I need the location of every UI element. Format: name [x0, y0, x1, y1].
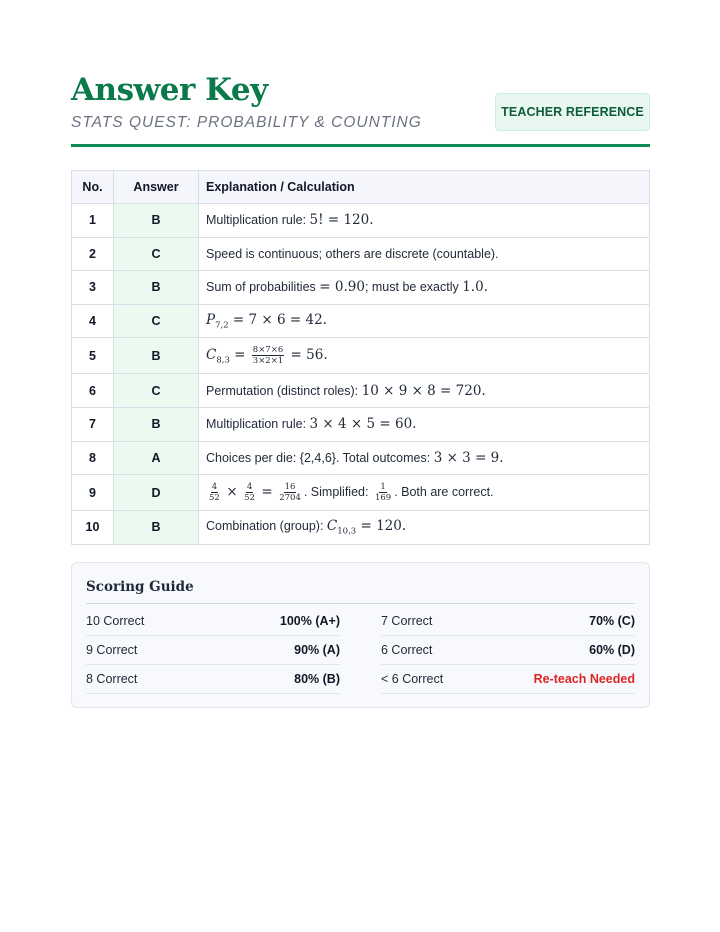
question-number: 1	[72, 204, 114, 238]
question-number: 3	[72, 271, 114, 305]
answer-letter: B	[114, 338, 199, 374]
scoring-row	[381, 665, 635, 694]
explanation-math: = 56.	[290, 347, 328, 364]
math-variable: P	[206, 311, 216, 328]
math-equals: =	[261, 483, 273, 500]
math-subscript: 10,3	[337, 526, 357, 537]
column-header-answer: Answer	[114, 171, 199, 204]
explanation-text: . Simplified:	[303, 484, 369, 499]
math-variable: C	[206, 347, 217, 364]
answer-table	[71, 170, 650, 545]
fraction	[208, 482, 221, 503]
explanation	[199, 338, 650, 374]
fraction-denominator: 3×2×1	[252, 356, 284, 367]
answer-letter: B	[114, 271, 199, 305]
explanation-text: ; must be exactly	[364, 280, 459, 295]
explanation-math: 5! = 120.	[309, 212, 374, 229]
explanation	[199, 204, 650, 238]
column-header-explanation: Explanation / Calculation	[199, 171, 650, 204]
explanation-text: Choices per die: {2,4,6}. Total outcomes:	[206, 450, 431, 465]
reteach-value: Re-teach Needed	[533, 672, 635, 686]
explanation-text: Multiplication rule:	[206, 417, 307, 432]
scoring-label: 8 Correct	[86, 672, 138, 686]
explanation-text: Combination (group):	[206, 519, 324, 534]
question-number: 9	[72, 475, 114, 511]
fraction	[252, 345, 284, 366]
math-equals: =	[234, 347, 246, 364]
scoring-guide-divider	[86, 603, 635, 604]
fraction-denominator: 52	[244, 493, 255, 504]
explanation-math: 3 × 4 × 5 = 60.	[309, 416, 417, 433]
explanation-math: = 7 × 6 = 42.	[232, 311, 327, 328]
explanation-text: Sum of probabilities	[206, 280, 316, 295]
scoring-value: 100% (A+)	[279, 614, 340, 628]
explanation	[199, 271, 650, 305]
answer-letter: C	[114, 237, 199, 271]
explanation	[199, 407, 650, 441]
table-row	[72, 271, 650, 305]
table-row	[72, 204, 650, 238]
explanation-text: Permutation (distinct roles):	[206, 383, 359, 398]
teacher-reference-badge: TEACHER REFERENCE	[495, 93, 650, 131]
fraction-denominator: 169	[374, 493, 392, 504]
explanation	[199, 237, 650, 271]
scoring-value: 70% (C)	[589, 614, 635, 628]
question-number: 4	[72, 304, 114, 338]
scoring-label: < 6 Correct	[381, 672, 444, 686]
scoring-guide	[71, 562, 650, 708]
math-variable: C	[326, 518, 338, 535]
table-row	[72, 511, 650, 545]
scoring-value: 80% (B)	[294, 672, 340, 686]
scoring-label: 7 Correct	[381, 614, 433, 628]
explanation-math: 3 × 3 = 9.	[433, 449, 504, 466]
scoring-column-right	[381, 607, 635, 694]
answer-letter: A	[114, 441, 199, 475]
column-header-no: No.	[72, 171, 114, 204]
math-subscript: 8,3	[216, 356, 230, 367]
explanation	[199, 374, 650, 408]
fraction-denominator: 2704	[279, 493, 301, 504]
fraction-denominator: 52	[209, 493, 220, 504]
fraction	[243, 482, 256, 503]
table-row	[72, 237, 650, 271]
page-title: Answer Key	[71, 72, 268, 108]
question-number: 2	[72, 237, 114, 271]
explanation-math: = 0.90	[319, 279, 365, 296]
scoring-row	[86, 665, 340, 694]
question-number: 10	[72, 511, 114, 545]
answer-letter: B	[114, 407, 199, 441]
scoring-row	[86, 636, 340, 665]
explanation	[199, 475, 650, 511]
explanation-math: = 120.	[360, 518, 407, 535]
math-subscript: 7,2	[215, 320, 229, 331]
fraction-numerator: 4	[246, 482, 253, 493]
table-row	[72, 304, 650, 338]
explanation	[199, 304, 650, 338]
scoring-label: 6 Correct	[381, 643, 433, 657]
question-number: 7	[72, 407, 114, 441]
explanation	[199, 511, 650, 545]
explanation-math: 10 × 9 × 8 = 720.	[361, 382, 486, 399]
answer-letter: B	[114, 511, 199, 545]
fraction	[374, 482, 392, 503]
fraction-numerator: 1	[380, 482, 386, 493]
scoring-guide-title: Scoring Guide	[86, 579, 194, 595]
scoring-label: 10 Correct	[86, 614, 145, 628]
question-number: 5	[72, 338, 114, 374]
scoring-column-left	[86, 607, 340, 694]
table-header-row	[72, 171, 650, 204]
question-number: 6	[72, 374, 114, 408]
fraction-numerator: 16	[284, 482, 296, 493]
page-subtitle: STATS QUEST: PROBABILITY & COUNTING	[71, 114, 422, 131]
explanation-text: Speed is continuous; others are discrete (countable).	[206, 246, 499, 261]
explanation	[199, 441, 650, 475]
table-row	[72, 475, 650, 511]
math-times: ×	[226, 483, 238, 500]
fraction	[278, 482, 302, 503]
explanation-math: 1.0.	[462, 279, 488, 296]
table-row	[72, 338, 650, 374]
table-row	[72, 374, 650, 408]
scoring-row	[86, 607, 340, 636]
page-header	[71, 72, 650, 148]
question-number: 8	[72, 441, 114, 475]
fraction-numerator: 8×7×6	[252, 345, 284, 356]
scoring-value: 60% (D)	[589, 643, 635, 657]
explanation-text: Multiplication rule:	[206, 213, 307, 228]
explanation-text: . Both are correct.	[394, 484, 494, 499]
scoring-label: 9 Correct	[86, 643, 138, 657]
table-row	[72, 407, 650, 441]
answer-letter: B	[114, 204, 199, 238]
answer-letter: C	[114, 374, 199, 408]
answer-letter: C	[114, 304, 199, 338]
header-divider	[71, 144, 650, 147]
scoring-row	[381, 607, 635, 636]
scoring-value: 90% (A)	[294, 643, 340, 657]
answer-letter: D	[114, 475, 199, 511]
table-row	[72, 441, 650, 475]
scoring-row	[381, 636, 635, 665]
fraction-numerator: 4	[211, 482, 218, 493]
